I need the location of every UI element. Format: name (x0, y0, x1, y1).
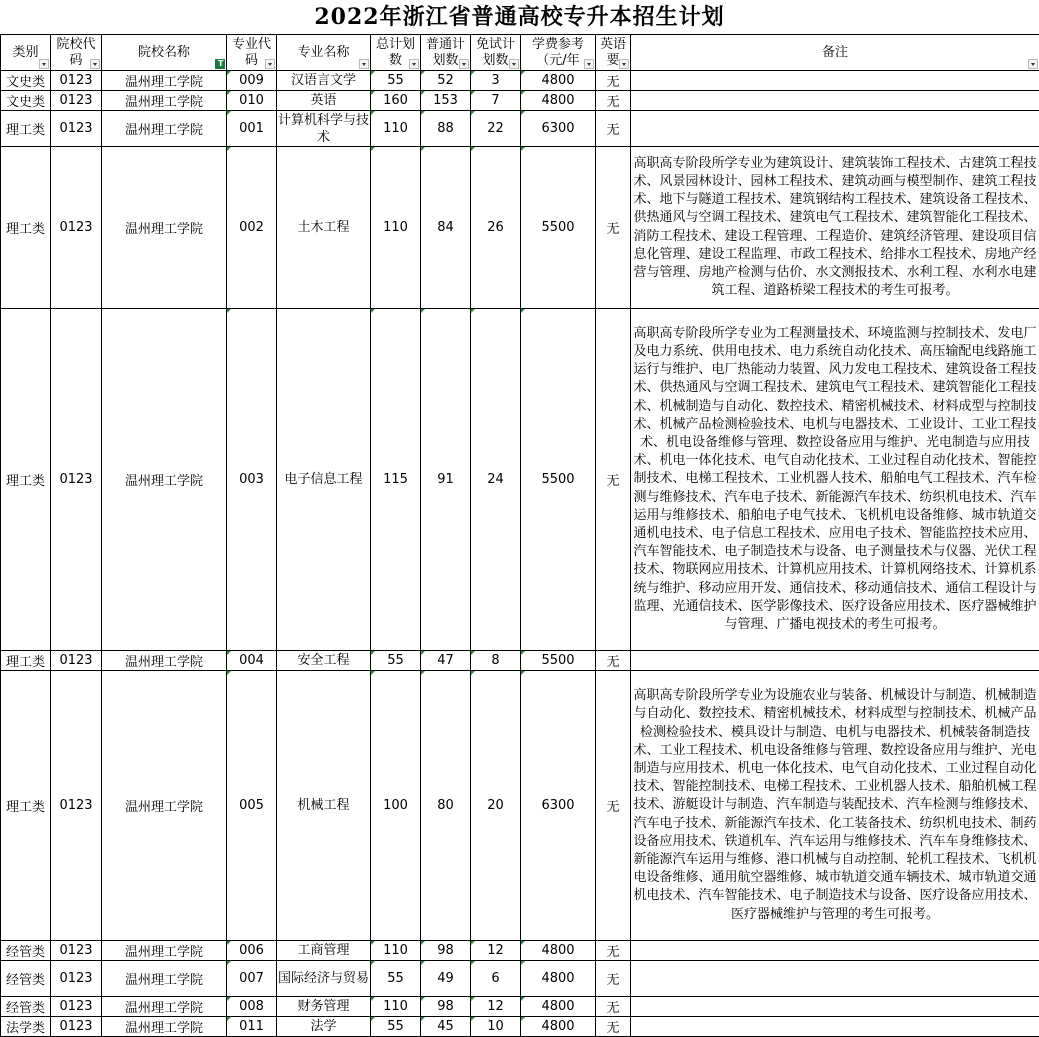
cell-category[interactable]: 理工类 (1, 147, 51, 309)
cell-note[interactable] (631, 997, 1039, 1017)
filter-active-icon[interactable] (215, 59, 225, 69)
cell-english[interactable]: 无 (596, 1017, 631, 1037)
filter-dropdown-icon[interactable] (459, 59, 469, 69)
enrollment-plan-table (0, 34, 1039, 1037)
filter-dropdown-icon[interactable] (39, 59, 49, 69)
cell-free[interactable]: 10 (471, 1017, 521, 1037)
cell-fee[interactable]: 4800 (521, 91, 596, 111)
cell-category[interactable]: 文史类 (1, 91, 51, 111)
cell-fee[interactable]: 4800 (521, 997, 596, 1017)
cell-major-name[interactable]: 机械工程 (277, 671, 371, 941)
cell-total[interactable]: 55 (371, 71, 421, 91)
filter-dropdown-icon[interactable] (90, 59, 100, 69)
header-major-code: 专业代 码 (227, 35, 277, 71)
cell-category[interactable]: 理工类 (1, 309, 51, 651)
cell-regular[interactable]: 98 (421, 941, 471, 961)
cell-fee[interactable]: 4800 (521, 961, 596, 997)
cell-english[interactable]: 无 (596, 941, 631, 961)
cell-school-code[interactable]: 0123 (51, 309, 102, 651)
cell-regular[interactable]: 45 (421, 1017, 471, 1037)
cell-major-code[interactable]: 006 (227, 941, 277, 961)
cell-major-name[interactable]: 法学 (277, 1017, 371, 1037)
cell-free[interactable]: 20 (471, 671, 521, 941)
cell-fee[interactable]: 6300 (521, 111, 596, 147)
cell-note[interactable] (631, 111, 1039, 147)
filter-dropdown-icon[interactable] (584, 59, 594, 69)
cell-note[interactable] (631, 91, 1039, 111)
header-note: 备注 (631, 35, 1039, 71)
cell-english[interactable]: 无 (596, 651, 631, 671)
cell-major-code[interactable]: 009 (227, 71, 277, 91)
cell-school-name[interactable]: 温州理工学院 (102, 71, 227, 91)
filter-dropdown-icon[interactable] (265, 59, 275, 69)
header-total: 总计划 数 (371, 35, 421, 71)
cell-school-name[interactable]: 温州理工学院 (102, 1017, 227, 1037)
header-fee: 学费参考 （元/年 (521, 35, 596, 71)
cell-major-code[interactable]: 002 (227, 147, 277, 309)
cell-english[interactable]: 无 (596, 997, 631, 1017)
cell-fee[interactable]: 6300 (521, 671, 596, 941)
filter-dropdown-icon[interactable] (409, 59, 419, 69)
cell-fee[interactable]: 4800 (521, 71, 596, 91)
cell-category[interactable]: 经管类 (1, 961, 51, 997)
cell-school-name[interactable]: 温州理工学院 (102, 111, 227, 147)
cell-regular[interactable]: 52 (421, 71, 471, 91)
cell-major-name[interactable]: 土木工程 (277, 147, 371, 309)
cell-school-code[interactable]: 0123 (51, 1017, 102, 1037)
cell-school-name[interactable]: 温州理工学院 (102, 147, 227, 309)
table-row (1, 671, 1039, 941)
cell-free[interactable]: 22 (471, 111, 521, 147)
filter-dropdown-icon[interactable] (619, 59, 629, 69)
cell-free[interactable]: 12 (471, 997, 521, 1017)
cell-fee[interactable]: 5500 (521, 309, 596, 651)
cell-school-name[interactable]: 温州理工学院 (102, 671, 227, 941)
cell-category[interactable]: 经管类 (1, 997, 51, 1017)
cell-regular[interactable]: 47 (421, 651, 471, 671)
cell-note[interactable]: 高职高专阶段所学专业为工程测量技术、环境监测与控制技术、发电厂及电力系统、供用电技术、电力系统自动化技术、高压输配电线路施工运行与维护、电厂热能动力装置、风力发电工程技术、建筑设备工程技术、供热通风与空调工程技术、建筑电气工程技术、建筑智能化工程技术、机械制造与自动化、数控技术、精密机械技术、材料成型与控制技术、机械产品检测检验技术、电机与电器技术、工业设计、工业工程技术、机电设备维修与管理、数控设备应用与维护、光电制造与应用技术、机电一体化技术、电气自动化技术、工业过程自动化技术、智能控制技术、电梯工程技术、工业机器人技术、船舶电气工程技术、汽车检测与维修技术、汽车电子技术、新能源汽车技术、纺织机电技术、汽车运用与维修技术、船舶电子电气技术、飞机机电设备维修、城市轨道交通机电技术、电子信息工程技术、应用电子技术、智能监控技术应用、汽车智能技术、电子制造技术与设备、电子测量技术与仪器、光伏工程技术、物联网应用技术、计算机应用技术、计算机网络技术、计算机系统与维护、移动应用开发、通信技术、移动通信技术、通信工程设计与监理、光通信技术、医学影像技术、医疗设备应用技术、医疗器械维护与管理、广播电视技术的考生可报考。 (631, 309, 1039, 651)
cell-total[interactable]: 110 (371, 997, 421, 1017)
cell-school-code[interactable]: 0123 (51, 961, 102, 997)
cell-major-name[interactable]: 财务管理 (277, 997, 371, 1017)
cell-major-code[interactable]: 001 (227, 111, 277, 147)
cell-total[interactable]: 110 (371, 111, 421, 147)
cell-school-code[interactable]: 0123 (51, 651, 102, 671)
table-row (1, 997, 1039, 1017)
cell-note[interactable] (631, 961, 1039, 997)
cell-free[interactable]: 24 (471, 309, 521, 651)
cell-total[interactable]: 55 (371, 1017, 421, 1037)
cell-school-code[interactable]: 0123 (51, 941, 102, 961)
filter-dropdown-icon[interactable] (509, 59, 519, 69)
cell-fee[interactable]: 4800 (521, 941, 596, 961)
header-school-name: 院校名称 T (102, 35, 227, 71)
cell-total[interactable]: 115 (371, 309, 421, 651)
cell-school-name[interactable]: 温州理工学院 (102, 91, 227, 111)
cell-major-name[interactable]: 计算机科学与技术 (277, 111, 371, 147)
cell-category[interactable]: 文史类 (1, 71, 51, 91)
cell-total[interactable]: 110 (371, 147, 421, 309)
cell-major-name[interactable]: 英语 (277, 91, 371, 111)
header-free: 免试计 划数 (471, 35, 521, 71)
header-category: 类别 (1, 35, 51, 71)
cell-major-code[interactable]: 011 (227, 1017, 277, 1037)
table-row (1, 147, 1039, 309)
cell-total[interactable]: 55 (371, 961, 421, 997)
cell-free[interactable]: 26 (471, 147, 521, 309)
cell-school-code[interactable]: 0123 (51, 111, 102, 147)
cell-school-name[interactable]: 温州理工学院 (102, 941, 227, 961)
table-row (1, 651, 1039, 671)
header-row (1, 35, 1039, 71)
cell-note[interactable]: 高职高专阶段所学专业为设施农业与装备、机械设计与制造、机械制造与自动化、数控技术、精密机械技术、材料成型与控制技术、机械产品检测检验技术、模具设计与制造、电机与电器技术、机械装备制造技术、工业工程技术、机电设备维修与管理、数控设备应用与维护、光电制造与应用技术、机电一体化技术、电气自动化技术、工业过程自动化技术、智能控制技术、电梯工程技术、工业机器人技术、船舶机械工程技术、游艇设计与制造、汽车制造与装配技术、汽车检测与维修技术、汽车电子技术、新能源汽车技术、化工装备技术、纺织机电技术、制药设备应用技术、铁道机车、汽车运用与维修技术、汽车车身维修技术、新能源汽车运用与维修、港口机械与自动控制、轮机工程技术、飞机机电设备维修、通用航空器维修、城市轨道交通车辆技术、城市轨道交通机电技术、汽车智能技术、电子制造技术与设备、医疗设备应用技术、医疗器械维护与管理的考生可报考。 (631, 671, 1039, 941)
cell-total[interactable]: 55 (371, 651, 421, 671)
cell-english[interactable]: 无 (596, 71, 631, 91)
cell-category[interactable]: 理工类 (1, 111, 51, 147)
cell-fee[interactable]: 4800 (521, 1017, 596, 1037)
cell-free[interactable]: 12 (471, 941, 521, 961)
cell-school-code[interactable]: 0123 (51, 671, 102, 941)
cell-free[interactable]: 7 (471, 91, 521, 111)
cell-regular[interactable]: 84 (421, 147, 471, 309)
cell-note[interactable] (631, 71, 1039, 91)
cell-english[interactable]: 无 (596, 91, 631, 111)
cell-note[interactable] (631, 651, 1039, 671)
cell-regular[interactable]: 88 (421, 111, 471, 147)
cell-note[interactable] (631, 941, 1039, 961)
table-row (1, 961, 1039, 997)
cell-school-code[interactable]: 0123 (51, 147, 102, 309)
cell-major-name[interactable]: 安全工程 (277, 651, 371, 671)
page-title: 2022年浙江省普通高校专升本招生计划 (0, 0, 1039, 34)
cell-major-code[interactable]: 004 (227, 651, 277, 671)
header-regular: 普通计 划数 (421, 35, 471, 71)
table-row (1, 309, 1039, 651)
cell-school-name[interactable]: 温州理工学院 (102, 651, 227, 671)
filter-dropdown-icon[interactable] (1028, 59, 1038, 69)
cell-school-name[interactable]: 温州理工学院 (102, 309, 227, 651)
cell-regular[interactable]: 49 (421, 961, 471, 997)
table-row (1, 91, 1039, 111)
header-school-code: 院校代 码 (51, 35, 102, 71)
cell-major-name[interactable]: 电子信息工程 (277, 309, 371, 651)
cell-major-code[interactable]: 003 (227, 309, 277, 651)
cell-school-name[interactable]: 温州理工学院 (102, 961, 227, 997)
cell-major-code[interactable]: 010 (227, 91, 277, 111)
filter-dropdown-icon[interactable] (359, 59, 369, 69)
header-major-name: 专业名称 (277, 35, 371, 71)
cell-regular[interactable]: 98 (421, 997, 471, 1017)
cell-note[interactable]: 高职高专阶段所学专业为建筑设计、建筑装饰工程技术、古建筑工程技术、风景园林设计、园林工程技术、建筑动画与模型制作、建筑工程技术、地下与隧道工程技术、建筑钢结构工程技术、建筑设备工程技术、供热通风与空调工程技术、建筑电气工程技术、建筑智能化工程技术、消防工程技术、建设工程管理、工程造价、建筑经济管理、建设项目信息化管理、建设工程监理、市政工程技术、给排水工程技术、房地产经营与管理、房地产检测与估价、水文测报技术、水利工程、水利水电建筑工程、道路桥梁工程技术的考生可报考。 (631, 147, 1039, 309)
cell-free[interactable]: 6 (471, 961, 521, 997)
cell-regular[interactable]: 153 (421, 91, 471, 111)
cell-fee[interactable]: 5500 (521, 651, 596, 671)
cell-major-code[interactable]: 008 (227, 997, 277, 1017)
cell-regular[interactable]: 91 (421, 309, 471, 651)
cell-major-code[interactable]: 007 (227, 961, 277, 997)
cell-english[interactable]: 无 (596, 671, 631, 941)
table-row (1, 111, 1039, 147)
cell-english[interactable]: 无 (596, 147, 631, 309)
cell-english[interactable]: 无 (596, 309, 631, 651)
table-row (1, 941, 1039, 961)
table-row (1, 1017, 1039, 1037)
cell-fee[interactable]: 5500 (521, 147, 596, 309)
cell-english[interactable]: 无 (596, 961, 631, 997)
header-english: 英语 要 (596, 35, 631, 71)
cell-category[interactable]: 理工类 (1, 651, 51, 671)
cell-free[interactable]: 3 (471, 71, 521, 91)
cell-free[interactable]: 8 (471, 651, 521, 671)
cell-school-code[interactable]: 0123 (51, 997, 102, 1017)
cell-category[interactable]: 法学类 (1, 1017, 51, 1037)
cell-major-name[interactable]: 国际经济与贸易 (277, 961, 371, 997)
cell-regular[interactable]: 80 (421, 671, 471, 941)
cell-major-name[interactable]: 汉语言文学 (277, 71, 371, 91)
cell-total[interactable]: 100 (371, 671, 421, 941)
cell-category[interactable]: 经管类 (1, 941, 51, 961)
cell-category[interactable]: 理工类 (1, 671, 51, 941)
cell-total[interactable]: 160 (371, 91, 421, 111)
cell-school-code[interactable]: 0123 (51, 71, 102, 91)
cell-total[interactable]: 110 (371, 941, 421, 961)
cell-major-name[interactable]: 工商管理 (277, 941, 371, 961)
cell-note[interactable] (631, 1017, 1039, 1037)
cell-major-code[interactable]: 005 (227, 671, 277, 941)
cell-english[interactable]: 无 (596, 111, 631, 147)
table-row (1, 71, 1039, 91)
cell-school-code[interactable]: 0123 (51, 91, 102, 111)
cell-school-name[interactable]: 温州理工学院 (102, 997, 227, 1017)
